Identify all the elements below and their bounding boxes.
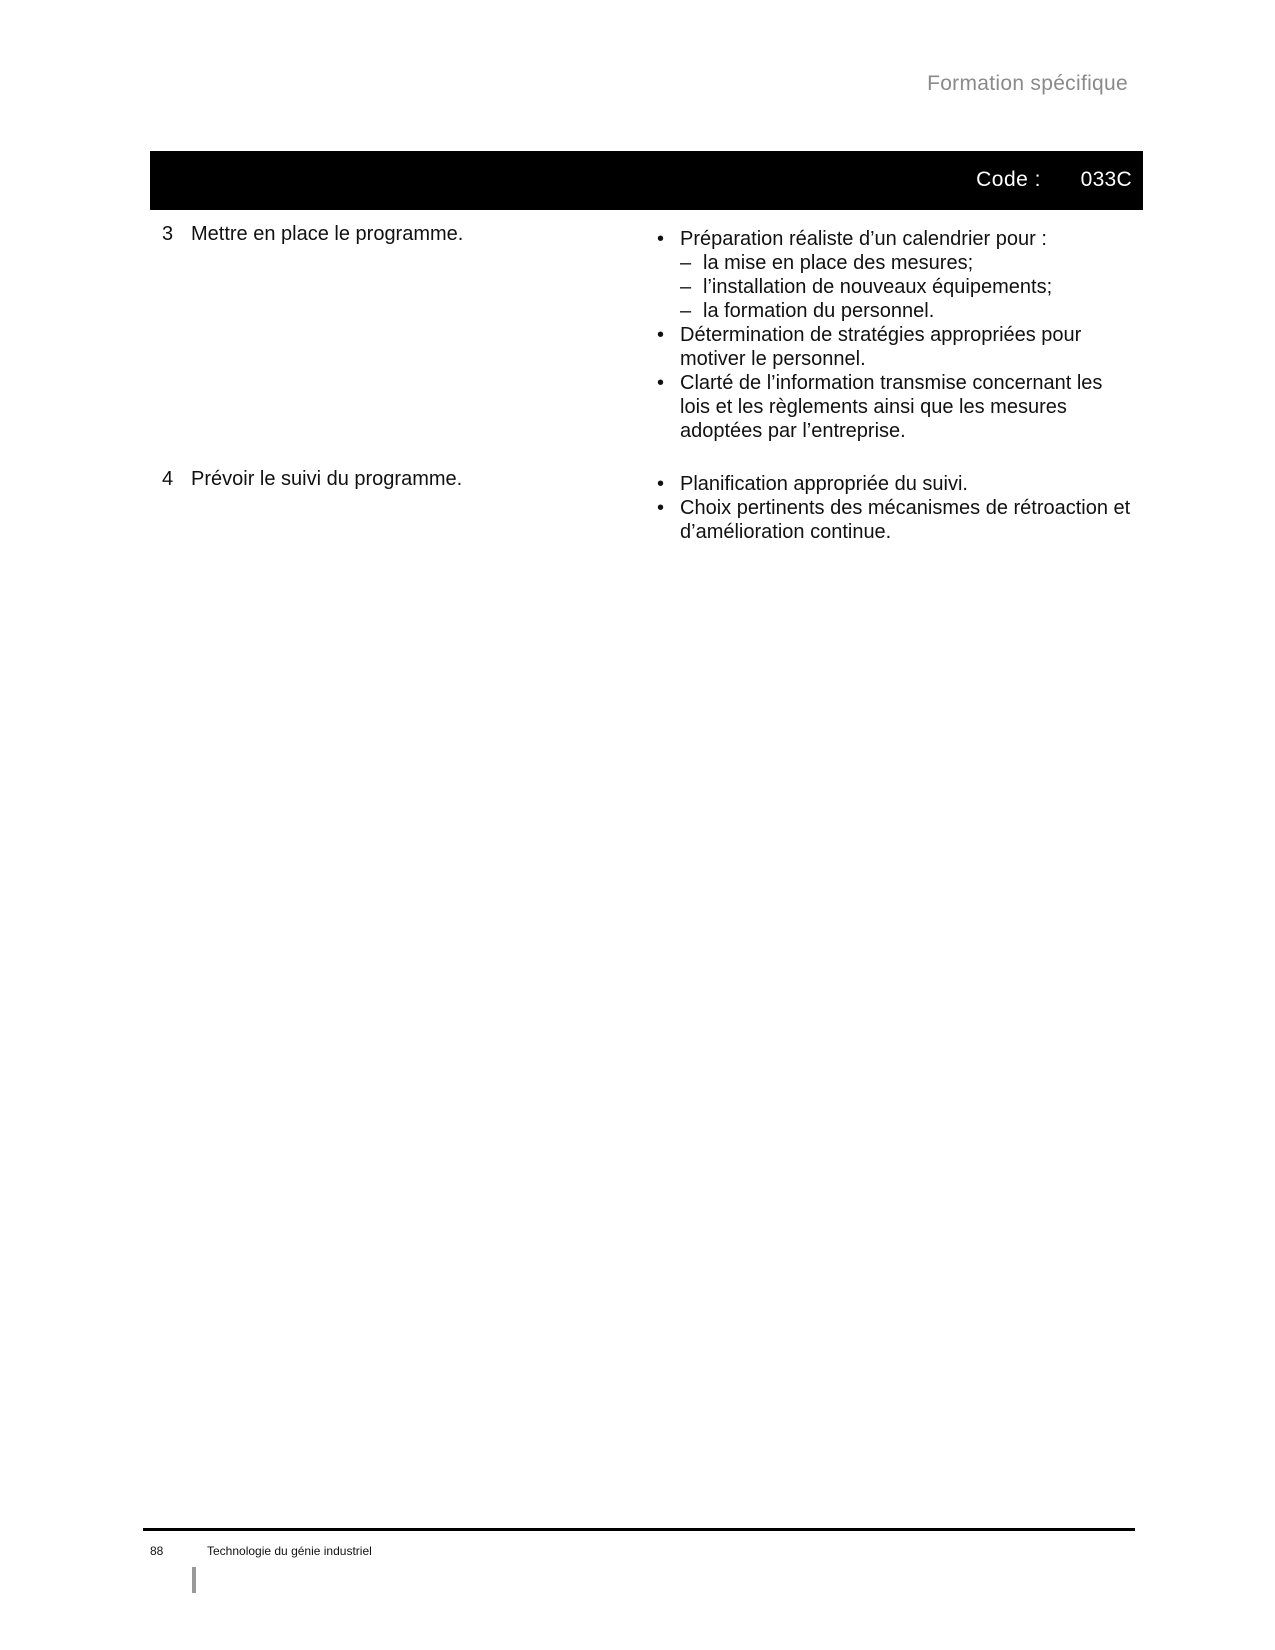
step-label: Prévoir le suivi du programme. [191,468,463,490]
criterion-text: Clarté de l’information transmise concernant les lois et les règlements ainsi que les mesures adoptées par l’entreprise. [680,372,1103,442]
criterion-item [655,496,1135,544]
criterion-text: Choix pertinents des mécanismes de rétroaction et d’amélioration continue. [680,497,1131,543]
code-value: 033C [1080,168,1132,191]
criterion-text: Préparation réaliste d’un calendrier pour : [680,228,1047,250]
criterion-subitem: – l’installation de nouveaux équipements; [680,275,1135,299]
code-label: Code : [976,168,1041,191]
step-text [162,223,463,246]
criterion-item [655,472,1135,496]
margin-mark [192,1567,196,1593]
code-bar [150,151,1143,210]
step-text [162,468,462,491]
criterion-sublist [680,251,1135,323]
criterion-text: Planification appropriée du suivi. [680,473,968,495]
criterion-subitem: – la mise en place des mesures; [680,251,1135,275]
criterion-item [655,371,1135,443]
step-number: 4 [162,468,174,490]
criterion-item [655,323,1135,371]
criteria-list [655,227,1135,443]
step-number: 3 [162,223,174,245]
running-head: Formation spécifique [927,72,1128,95]
document-title: Technologie du génie industriel [207,1544,372,1558]
criteria-list [655,472,1135,544]
criterion-item [655,227,1135,323]
page-number: 88 [150,1544,164,1558]
footer-rule [143,1528,1135,1531]
criterion-text: Détermination de stratégies appropriées pour motiver le personnel. [680,324,1082,370]
criterion-subitem: – la formation du personnel. [680,299,1135,323]
step-label: Mettre en place le programme. [191,223,464,245]
